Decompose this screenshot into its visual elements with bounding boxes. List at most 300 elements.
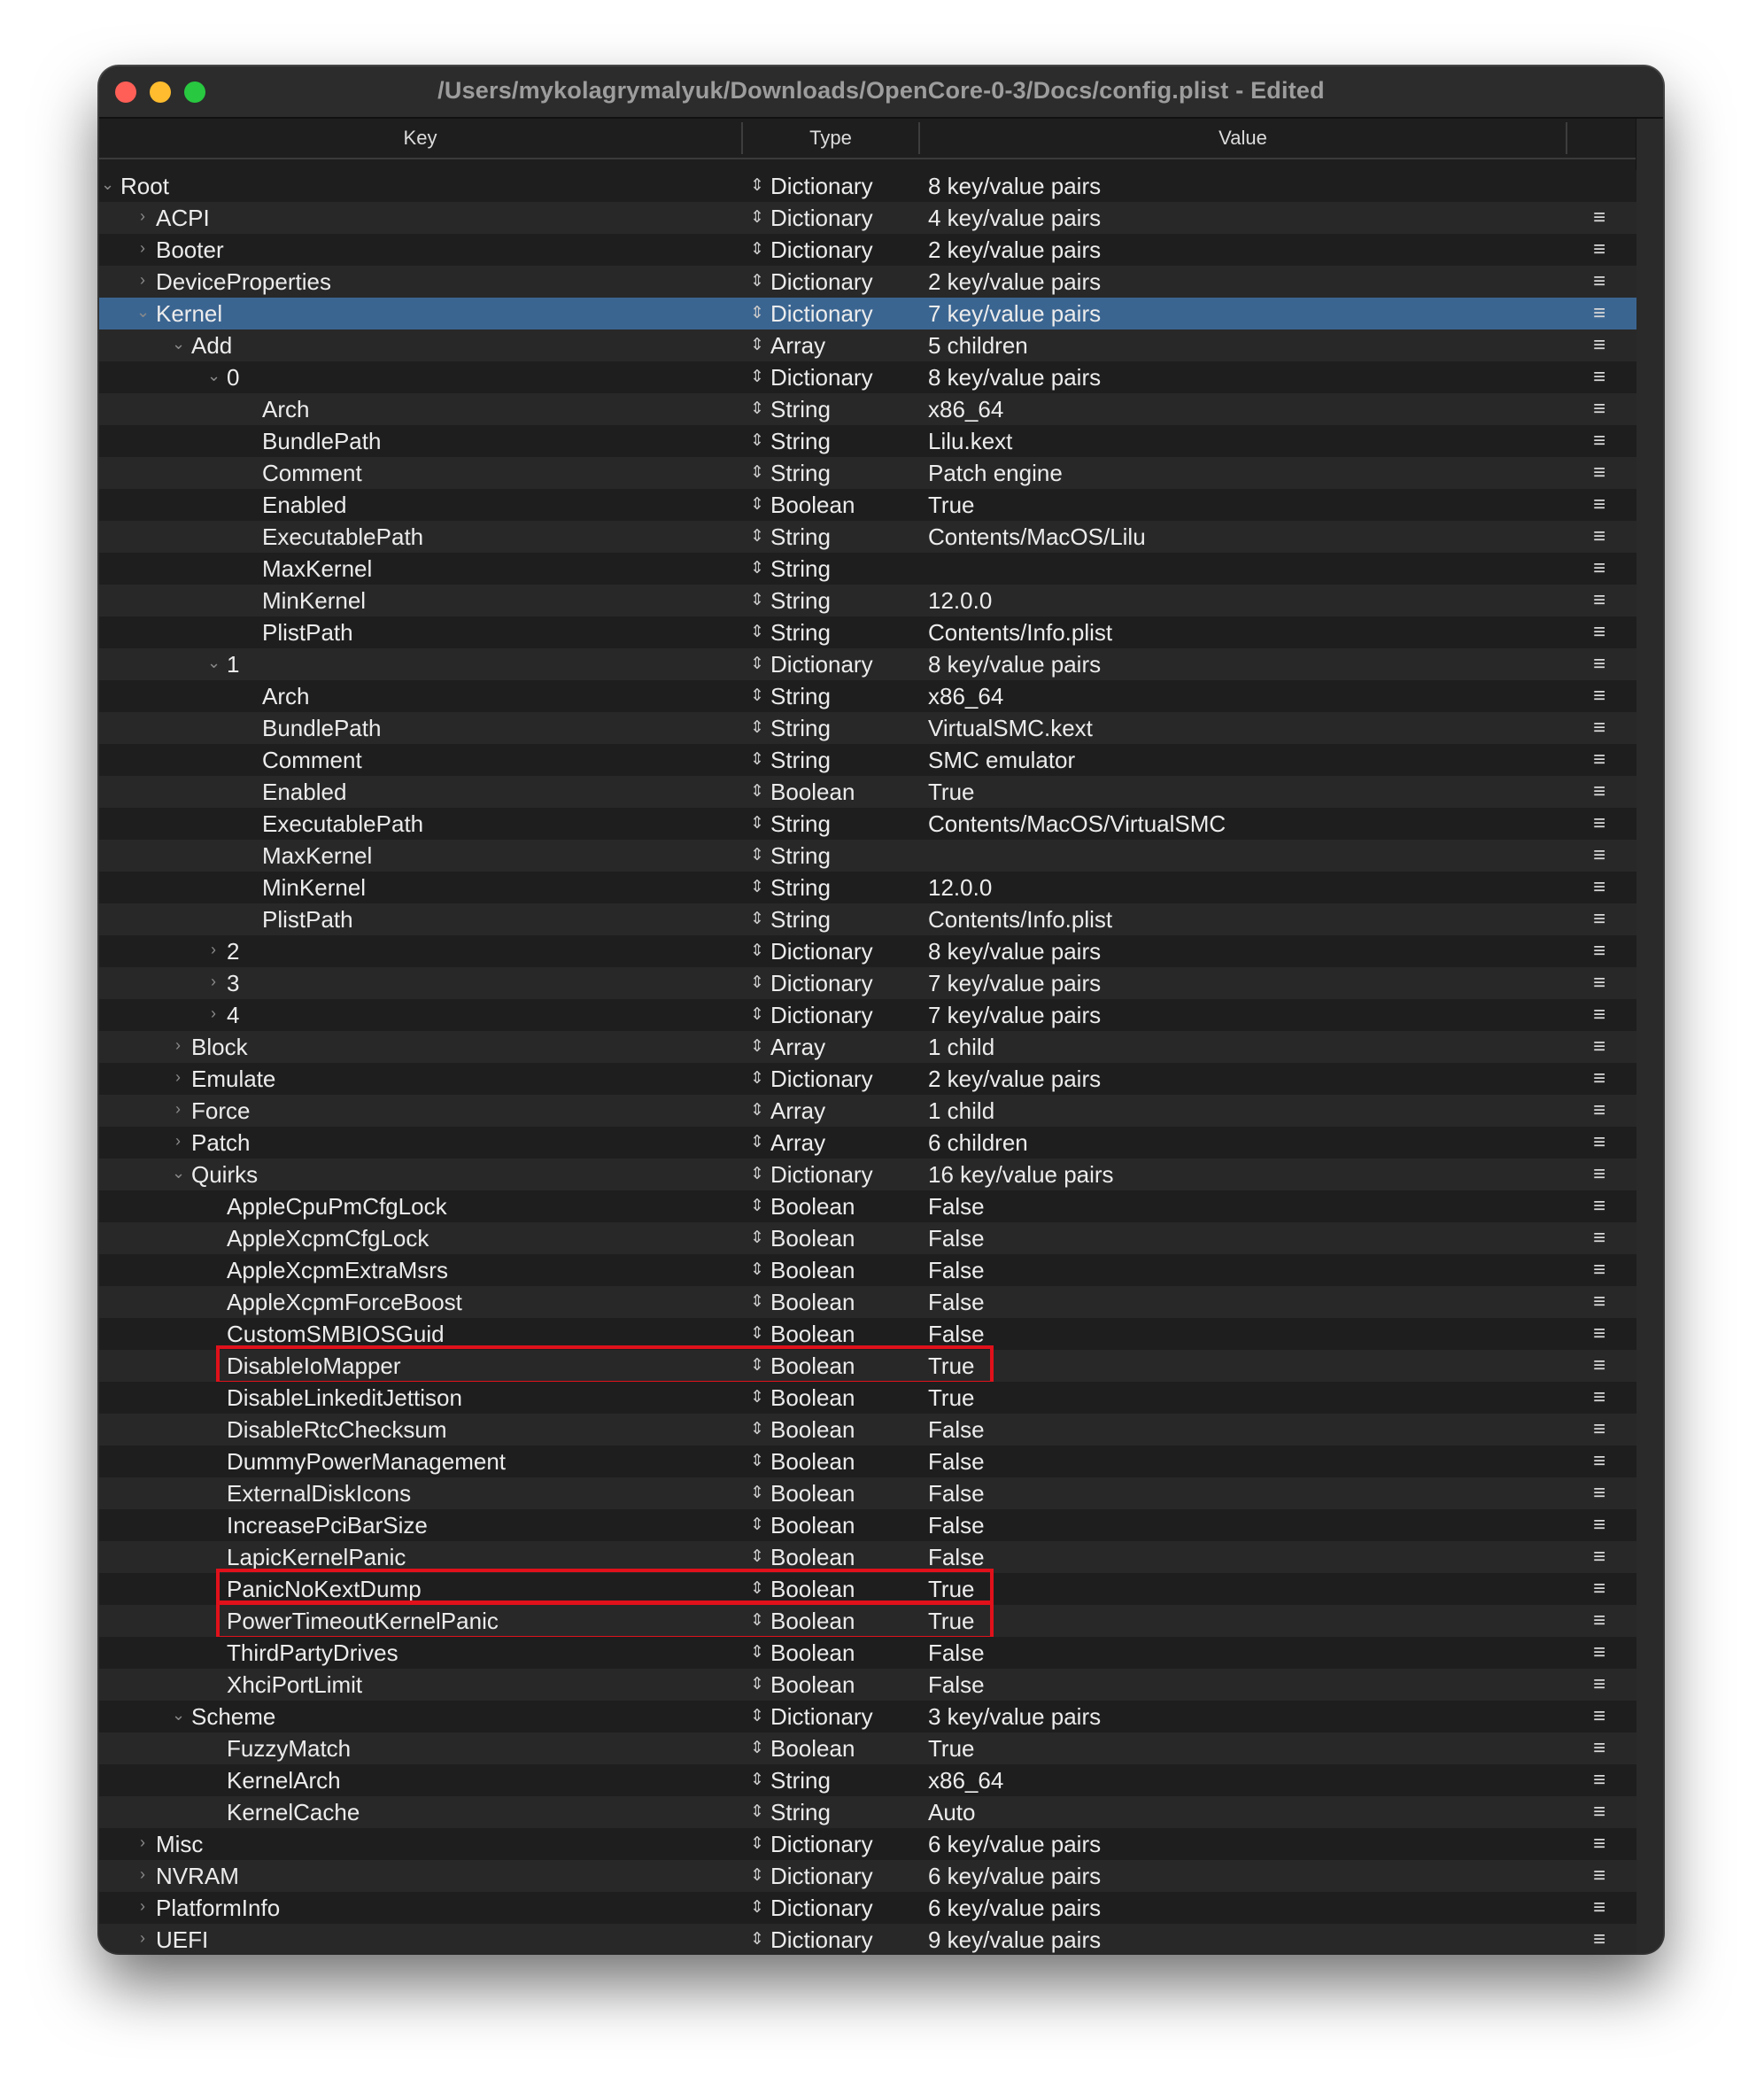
row-type[interactable]: Dictionary <box>770 1926 873 1953</box>
row-menu-icon[interactable]: ≡ <box>1592 365 1605 389</box>
row-value[interactable]: 6 key/value pairs <box>928 1831 1102 1857</box>
table-row[interactable] <box>99 1892 1636 1924</box>
table-row[interactable] <box>99 1860 1636 1892</box>
table-row[interactable] <box>99 1095 1636 1127</box>
row-key[interactable]: DisableRtcChecksum <box>227 1416 447 1443</box>
row-key[interactable]: Scheme <box>191 1703 276 1730</box>
row-menu-icon[interactable]: ≡ <box>1592 429 1605 453</box>
row-value[interactable]: False <box>928 1416 985 1443</box>
row-value[interactable]: 3 key/value pairs <box>928 1703 1102 1730</box>
row-value[interactable]: 2 key/value pairs <box>928 268 1102 295</box>
row-menu-icon[interactable]: ≡ <box>1592 1003 1605 1027</box>
table-row[interactable] <box>99 872 1636 903</box>
row-menu-icon[interactable]: ≡ <box>1592 301 1605 325</box>
row-menu-icon[interactable]: ≡ <box>1592 1290 1605 1314</box>
row-menu-icon[interactable]: ≡ <box>1592 1417 1605 1441</box>
row-type[interactable]: Dictionary <box>770 970 873 996</box>
type-popup-arrows-icon[interactable]: ⇕ <box>750 368 764 386</box>
row-value[interactable]: 16 key/value pairs <box>928 1161 1114 1188</box>
row-key[interactable]: Force <box>191 1097 251 1124</box>
row-key[interactable]: Root <box>120 173 169 199</box>
row-menu-icon[interactable]: ≡ <box>1592 1098 1605 1122</box>
row-key[interactable]: Quirks <box>191 1161 259 1188</box>
row-key[interactable]: Booter <box>156 236 224 263</box>
table-row[interactable] <box>99 1318 1636 1350</box>
chevron-right-icon[interactable]: › <box>140 239 145 257</box>
row-type[interactable]: String <box>770 842 831 869</box>
type-popup-arrows-icon[interactable]: ⇕ <box>750 240 764 259</box>
row-menu-icon[interactable]: ≡ <box>1592 1226 1605 1250</box>
type-popup-arrows-icon[interactable]: ⇕ <box>750 1707 764 1725</box>
row-menu-icon[interactable]: ≡ <box>1592 1035 1605 1058</box>
row-type[interactable]: Dictionary <box>770 938 873 965</box>
row-value[interactable]: Contents/Info.plist <box>928 906 1113 933</box>
row-type[interactable]: Dictionary <box>770 300 873 327</box>
row-type[interactable]: String <box>770 683 831 709</box>
row-key[interactable]: PlistPath <box>262 619 353 646</box>
chevron-right-icon[interactable]: › <box>175 1068 181 1086</box>
row-value[interactable]: 2 key/value pairs <box>928 1066 1102 1092</box>
row-menu-icon[interactable]: ≡ <box>1592 1545 1605 1569</box>
row-value[interactable]: False <box>928 1321 985 1347</box>
type-popup-arrows-icon[interactable]: ⇕ <box>750 495 764 514</box>
row-menu-icon[interactable]: ≡ <box>1592 652 1605 676</box>
row-type[interactable]: Dictionary <box>770 205 873 231</box>
row-type[interactable]: Boolean <box>770 1608 855 1634</box>
row-type[interactable]: String <box>770 555 831 582</box>
row-type[interactable]: String <box>770 619 831 646</box>
column-divider[interactable] <box>1566 122 1567 154</box>
table-row[interactable] <box>99 1669 1636 1701</box>
table-row[interactable] <box>99 1414 1636 1446</box>
row-type[interactable]: Boolean <box>770 1480 855 1507</box>
table-row[interactable] <box>99 1254 1636 1286</box>
type-popup-arrows-icon[interactable]: ⇕ <box>750 1739 764 1757</box>
row-type[interactable]: Array <box>770 1034 826 1060</box>
row-key[interactable]: Comment <box>262 460 362 486</box>
row-value[interactable]: False <box>928 1639 985 1666</box>
table-row[interactable] <box>99 1477 1636 1509</box>
row-type[interactable]: String <box>770 587 831 614</box>
type-popup-arrows-icon[interactable]: ⇕ <box>750 591 764 609</box>
type-popup-arrows-icon[interactable]: ⇕ <box>750 1037 764 1056</box>
row-type[interactable]: String <box>770 715 831 741</box>
type-popup-arrows-icon[interactable]: ⇕ <box>750 463 764 482</box>
type-popup-arrows-icon[interactable]: ⇕ <box>750 686 764 705</box>
row-key[interactable]: Add <box>191 332 233 359</box>
row-type[interactable]: Boolean <box>770 1257 855 1283</box>
row-type[interactable]: Array <box>770 1097 826 1124</box>
type-popup-arrows-icon[interactable]: ⇕ <box>750 655 764 673</box>
row-value[interactable]: True <box>928 779 975 805</box>
row-value[interactable]: Auto <box>928 1799 976 1825</box>
row-key[interactable]: Patch <box>191 1129 251 1156</box>
row-menu-icon[interactable]: ≡ <box>1592 1640 1605 1664</box>
table-row[interactable] <box>99 1701 1636 1732</box>
chevron-right-icon[interactable]: › <box>140 1833 145 1851</box>
row-type[interactable]: Dictionary <box>770 364 873 391</box>
row-menu-icon[interactable]: ≡ <box>1592 205 1605 229</box>
row-type[interactable]: String <box>770 747 831 773</box>
type-popup-arrows-icon[interactable]: ⇕ <box>750 431 764 450</box>
chevron-down-icon[interactable]: ⌄ <box>101 175 115 193</box>
type-popup-arrows-icon[interactable]: ⇕ <box>750 559 764 577</box>
table-row[interactable] <box>99 776 1636 808</box>
table-row[interactable] <box>99 1605 1636 1637</box>
table-row[interactable] <box>99 393 1636 425</box>
row-type[interactable]: Dictionary <box>770 268 873 295</box>
row-key[interactable]: Kernel <box>156 300 223 327</box>
row-type[interactable]: Dictionary <box>770 1161 873 1188</box>
row-type[interactable]: Dictionary <box>770 173 873 199</box>
row-key[interactable]: XhciPortLimit <box>227 1671 363 1698</box>
row-value[interactable]: 12.0.0 <box>928 874 993 901</box>
row-type[interactable]: Dictionary <box>770 1002 873 1028</box>
row-key[interactable]: PanicNoKextDump <box>227 1576 422 1602</box>
row-key[interactable]: MaxKernel <box>262 842 373 869</box>
type-popup-arrows-icon[interactable]: ⇕ <box>750 782 764 801</box>
row-menu-icon[interactable]: ≡ <box>1592 1385 1605 1409</box>
type-popup-arrows-icon[interactable]: ⇕ <box>750 973 764 992</box>
row-menu-icon[interactable]: ≡ <box>1592 1066 1605 1090</box>
row-type[interactable]: Dictionary <box>770 1863 873 1889</box>
row-value[interactable]: True <box>928 492 975 518</box>
row-key[interactable]: Arch <box>262 683 310 709</box>
row-menu-icon[interactable]: ≡ <box>1592 1800 1605 1824</box>
row-key[interactable]: Comment <box>262 747 362 773</box>
row-value[interactable]: True <box>928 1608 975 1634</box>
row-key[interactable]: 1 <box>227 651 240 678</box>
type-popup-arrows-icon[interactable]: ⇕ <box>750 878 764 896</box>
row-value[interactable]: Lilu.kext <box>928 428 1013 454</box>
row-key[interactable]: AppleXcpmExtraMsrs <box>227 1257 448 1283</box>
table-row[interactable] <box>99 999 1636 1031</box>
table-row[interactable] <box>99 616 1636 648</box>
table-row[interactable] <box>99 1446 1636 1477</box>
row-type[interactable]: Boolean <box>770 1193 855 1220</box>
row-value[interactable]: False <box>928 1544 985 1570</box>
chevron-right-icon[interactable]: › <box>211 1004 216 1022</box>
row-menu-icon[interactable]: ≡ <box>1592 748 1605 771</box>
table-row[interactable] <box>99 425 1636 457</box>
table-row[interactable] <box>99 457 1636 489</box>
row-value[interactable]: False <box>928 1480 985 1507</box>
table-row[interactable] <box>99 1063 1636 1095</box>
row-menu-icon[interactable]: ≡ <box>1592 333 1605 357</box>
table-row[interactable] <box>99 1286 1636 1318</box>
row-value[interactable]: False <box>928 1671 985 1698</box>
type-popup-arrows-icon[interactable]: ⇕ <box>750 1484 764 1502</box>
table-row[interactable] <box>99 298 1636 329</box>
chevron-right-icon[interactable]: › <box>140 1897 145 1915</box>
row-type[interactable]: Boolean <box>770 1225 855 1252</box>
table-row[interactable] <box>99 1382 1636 1414</box>
type-popup-arrows-icon[interactable]: ⇕ <box>750 176 764 195</box>
table-row[interactable] <box>99 1828 1636 1860</box>
chevron-right-icon[interactable]: › <box>211 941 216 958</box>
table-row[interactable] <box>99 967 1636 999</box>
row-value[interactable]: 4 key/value pairs <box>928 205 1102 231</box>
chevron-right-icon[interactable]: › <box>140 1865 145 1883</box>
row-value[interactable]: 9 key/value pairs <box>928 1926 1102 1953</box>
chevron-down-icon[interactable]: ⌄ <box>172 1164 186 1182</box>
row-key[interactable]: 3 <box>227 970 240 996</box>
row-value[interactable]: False <box>928 1448 985 1475</box>
row-type[interactable]: Boolean <box>770 1448 855 1475</box>
row-menu-icon[interactable]: ≡ <box>1592 1864 1605 1887</box>
row-key[interactable]: AppleCpuPmCfgLock <box>227 1193 447 1220</box>
row-menu-icon[interactable]: ≡ <box>1592 1513 1605 1537</box>
row-type[interactable]: String <box>770 460 831 486</box>
table-row[interactable] <box>99 1637 1636 1669</box>
row-key[interactable]: CustomSMBIOSGuid <box>227 1321 445 1347</box>
row-type[interactable]: Boolean <box>770 1671 855 1698</box>
row-key[interactable]: Misc <box>156 1831 204 1857</box>
table-row[interactable] <box>99 1190 1636 1222</box>
row-menu-icon[interactable]: ≡ <box>1592 1927 1605 1951</box>
row-menu-icon[interactable]: ≡ <box>1592 620 1605 644</box>
row-type[interactable]: String <box>770 1799 831 1825</box>
row-key[interactable]: PlistPath <box>262 906 353 933</box>
table-row[interactable] <box>99 1509 1636 1541</box>
type-popup-arrows-icon[interactable]: ⇕ <box>750 336 764 354</box>
row-type[interactable]: Dictionary <box>770 1066 873 1092</box>
row-value[interactable]: 2 key/value pairs <box>928 236 1102 263</box>
type-popup-arrows-icon[interactable]: ⇕ <box>750 1005 764 1024</box>
type-popup-arrows-icon[interactable]: ⇕ <box>750 1101 764 1120</box>
row-value[interactable]: False <box>928 1193 985 1220</box>
row-menu-icon[interactable]: ≡ <box>1592 397 1605 421</box>
row-value[interactable]: 7 key/value pairs <box>928 1002 1102 1028</box>
type-popup-arrows-icon[interactable]: ⇕ <box>750 272 764 291</box>
row-menu-icon[interactable]: ≡ <box>1592 269 1605 293</box>
type-popup-arrows-icon[interactable]: ⇕ <box>750 1356 764 1375</box>
table-row[interactable] <box>99 744 1636 776</box>
row-value[interactable]: Patch engine <box>928 460 1063 486</box>
row-key[interactable]: DisableIoMapper <box>227 1353 401 1379</box>
row-value[interactable]: 5 children <box>928 332 1028 359</box>
row-key[interactable]: MinKernel <box>262 874 367 901</box>
row-menu-icon[interactable]: ≡ <box>1592 1736 1605 1760</box>
chevron-right-icon[interactable]: › <box>175 1132 181 1150</box>
type-popup-arrows-icon[interactable]: ⇕ <box>750 1229 764 1247</box>
row-type[interactable]: Boolean <box>770 1639 855 1666</box>
column-header-key[interactable]: Key <box>403 127 437 149</box>
row-menu-icon[interactable]: ≡ <box>1592 1832 1605 1856</box>
table-row[interactable] <box>99 1159 1636 1190</box>
row-value[interactable]: 8 key/value pairs <box>928 938 1102 965</box>
table-row[interactable] <box>99 1924 1636 1953</box>
row-key[interactable]: Block <box>191 1034 248 1060</box>
row-type[interactable]: Dictionary <box>770 1703 873 1730</box>
row-key[interactable]: NVRAM <box>156 1863 239 1889</box>
table-row[interactable] <box>99 1541 1636 1573</box>
row-type[interactable]: Boolean <box>770 1416 855 1443</box>
row-menu-icon[interactable]: ≡ <box>1592 1322 1605 1345</box>
type-popup-arrows-icon[interactable]: ⇕ <box>750 1069 764 1088</box>
row-key[interactable]: ExecutablePath <box>262 523 424 550</box>
row-type[interactable]: String <box>770 810 831 837</box>
chevron-right-icon[interactable]: › <box>175 1100 181 1118</box>
type-popup-arrows-icon[interactable]: ⇕ <box>750 1260 764 1279</box>
row-menu-icon[interactable]: ≡ <box>1592 843 1605 867</box>
row-type[interactable]: String <box>770 1767 831 1794</box>
type-popup-arrows-icon[interactable]: ⇕ <box>750 1197 764 1215</box>
table-row[interactable] <box>99 553 1636 585</box>
row-menu-icon[interactable]: ≡ <box>1592 811 1605 835</box>
row-type[interactable]: Boolean <box>770 1544 855 1570</box>
row-type[interactable]: Boolean <box>770 779 855 805</box>
row-menu-icon[interactable]: ≡ <box>1592 1768 1605 1792</box>
column-header-value[interactable]: Value <box>1219 127 1267 149</box>
chevron-down-icon[interactable]: ⌄ <box>207 367 221 384</box>
row-type[interactable]: Boolean <box>770 1576 855 1602</box>
table-row[interactable] <box>99 585 1636 616</box>
chevron-right-icon[interactable]: › <box>140 271 145 289</box>
row-menu-icon[interactable]: ≡ <box>1592 1704 1605 1728</box>
row-value[interactable]: 6 children <box>928 1129 1028 1156</box>
row-key[interactable]: ExecutablePath <box>262 810 424 837</box>
row-key[interactable]: AppleXcpmForceBoost <box>227 1289 462 1315</box>
type-popup-arrows-icon[interactable]: ⇕ <box>750 1643 764 1662</box>
row-type[interactable]: Array <box>770 1129 826 1156</box>
row-value[interactable]: VirtualSMC.kext <box>928 715 1093 741</box>
row-menu-icon[interactable]: ≡ <box>1592 1481 1605 1505</box>
chevron-right-icon[interactable]: › <box>211 973 216 990</box>
row-key[interactable]: 0 <box>227 364 240 391</box>
row-menu-icon[interactable]: ≡ <box>1592 716 1605 740</box>
chevron-down-icon[interactable]: ⌄ <box>207 654 221 671</box>
row-value[interactable]: Contents/MacOS/Lilu <box>928 523 1146 550</box>
row-value[interactable]: 7 key/value pairs <box>928 970 1102 996</box>
table-row[interactable] <box>99 329 1636 361</box>
type-popup-arrows-icon[interactable]: ⇕ <box>750 1547 764 1566</box>
row-key[interactable]: 4 <box>227 1002 240 1028</box>
row-menu-icon[interactable]: ≡ <box>1592 1130 1605 1154</box>
type-popup-arrows-icon[interactable]: ⇕ <box>750 1515 764 1534</box>
type-popup-arrows-icon[interactable]: ⇕ <box>750 718 764 737</box>
row-value[interactable]: x86_64 <box>928 396 1004 422</box>
row-type[interactable]: String <box>770 906 831 933</box>
row-key[interactable]: LapicKernelPanic <box>227 1544 406 1570</box>
type-popup-arrows-icon[interactable]: ⇕ <box>750 814 764 833</box>
row-type[interactable]: String <box>770 523 831 550</box>
table-row[interactable] <box>99 489 1636 521</box>
row-key[interactable]: 2 <box>227 938 240 965</box>
table-row[interactable] <box>99 1796 1636 1828</box>
type-popup-arrows-icon[interactable]: ⇕ <box>750 1675 764 1694</box>
chevron-right-icon[interactable]: › <box>175 1036 181 1054</box>
row-key[interactable]: PowerTimeoutKernelPanic <box>227 1608 499 1634</box>
table-row[interactable] <box>99 202 1636 234</box>
row-menu-icon[interactable]: ≡ <box>1592 684 1605 708</box>
type-popup-arrows-icon[interactable]: ⇕ <box>750 1802 764 1821</box>
chevron-down-icon[interactable]: ⌄ <box>172 1706 186 1724</box>
table-row[interactable] <box>99 1127 1636 1159</box>
table-row[interactable] <box>99 648 1636 680</box>
row-type[interactable]: Boolean <box>770 1735 855 1762</box>
type-popup-arrows-icon[interactable]: ⇕ <box>750 846 764 864</box>
type-popup-arrows-icon[interactable]: ⇕ <box>750 304 764 322</box>
row-value[interactable]: 1 child <box>928 1097 995 1124</box>
row-key[interactable]: Enabled <box>262 492 347 518</box>
row-menu-icon[interactable]: ≡ <box>1592 907 1605 931</box>
row-value[interactable]: True <box>928 1576 975 1602</box>
row-type[interactable]: Boolean <box>770 1384 855 1411</box>
row-key[interactable]: BundlePath <box>262 428 382 454</box>
vertical-scrollbar[interactable] <box>1636 119 1663 1953</box>
table-row[interactable] <box>99 903 1636 935</box>
row-type[interactable]: Boolean <box>770 1512 855 1539</box>
row-menu-icon[interactable]: ≡ <box>1592 779 1605 803</box>
row-value[interactable]: 6 key/value pairs <box>928 1895 1102 1921</box>
row-type[interactable]: Boolean <box>770 492 855 518</box>
table-row[interactable] <box>99 808 1636 840</box>
row-value[interactable]: x86_64 <box>928 683 1004 709</box>
table-row[interactable] <box>99 521 1636 553</box>
table-row[interactable] <box>99 234 1636 266</box>
type-popup-arrows-icon[interactable]: ⇕ <box>750 1866 764 1885</box>
type-popup-arrows-icon[interactable]: ⇕ <box>750 1388 764 1407</box>
row-menu-icon[interactable]: ≡ <box>1592 461 1605 484</box>
row-value[interactable]: True <box>928 1735 975 1762</box>
row-menu-icon[interactable]: ≡ <box>1592 588 1605 612</box>
row-menu-icon[interactable]: ≡ <box>1592 237 1605 261</box>
table-row[interactable] <box>99 361 1636 393</box>
row-value[interactable]: 12.0.0 <box>928 587 993 614</box>
row-value[interactable]: 8 key/value pairs <box>928 651 1102 678</box>
row-menu-icon[interactable]: ≡ <box>1592 875 1605 899</box>
chevron-down-icon[interactable]: ⌄ <box>172 335 186 353</box>
table-row[interactable] <box>99 935 1636 967</box>
table-row[interactable] <box>99 170 1636 202</box>
row-value[interactable]: False <box>928 1289 985 1315</box>
row-value[interactable]: Contents/MacOS/VirtualSMC <box>928 810 1226 837</box>
table-row[interactable] <box>99 1732 1636 1764</box>
table-row[interactable] <box>99 680 1636 712</box>
table-row[interactable] <box>99 1573 1636 1605</box>
row-value[interactable]: False <box>928 1257 985 1283</box>
row-value[interactable]: True <box>928 1353 975 1379</box>
row-menu-icon[interactable]: ≡ <box>1592 939 1605 963</box>
type-popup-arrows-icon[interactable]: ⇕ <box>750 1452 764 1470</box>
type-popup-arrows-icon[interactable]: ⇕ <box>750 399 764 418</box>
type-popup-arrows-icon[interactable]: ⇕ <box>750 1611 764 1630</box>
row-type[interactable]: Dictionary <box>770 1831 873 1857</box>
chevron-right-icon[interactable]: › <box>140 1929 145 1947</box>
table-row[interactable] <box>99 712 1636 744</box>
row-key[interactable]: Enabled <box>262 779 347 805</box>
chevron-right-icon[interactable]: › <box>140 207 145 225</box>
row-value[interactable]: 6 key/value pairs <box>928 1863 1102 1889</box>
row-value[interactable]: True <box>928 1384 975 1411</box>
type-popup-arrows-icon[interactable]: ⇕ <box>750 1898 764 1917</box>
row-menu-icon[interactable]: ≡ <box>1592 971 1605 995</box>
row-type[interactable]: Boolean <box>770 1353 855 1379</box>
row-value[interactable]: False <box>928 1225 985 1252</box>
type-popup-arrows-icon[interactable]: ⇕ <box>750 623 764 641</box>
row-menu-icon[interactable]: ≡ <box>1592 1353 1605 1377</box>
row-key[interactable]: MaxKernel <box>262 555 373 582</box>
row-menu-icon[interactable]: ≡ <box>1592 1258 1605 1282</box>
row-key[interactable]: Emulate <box>191 1066 276 1092</box>
row-menu-icon[interactable]: ≡ <box>1592 1194 1605 1218</box>
table-row[interactable] <box>99 1764 1636 1796</box>
row-key[interactable]: DeviceProperties <box>156 268 331 295</box>
row-key[interactable]: Arch <box>262 396 310 422</box>
type-popup-arrows-icon[interactable]: ⇕ <box>750 942 764 960</box>
row-key[interactable]: KernelArch <box>227 1767 341 1794</box>
